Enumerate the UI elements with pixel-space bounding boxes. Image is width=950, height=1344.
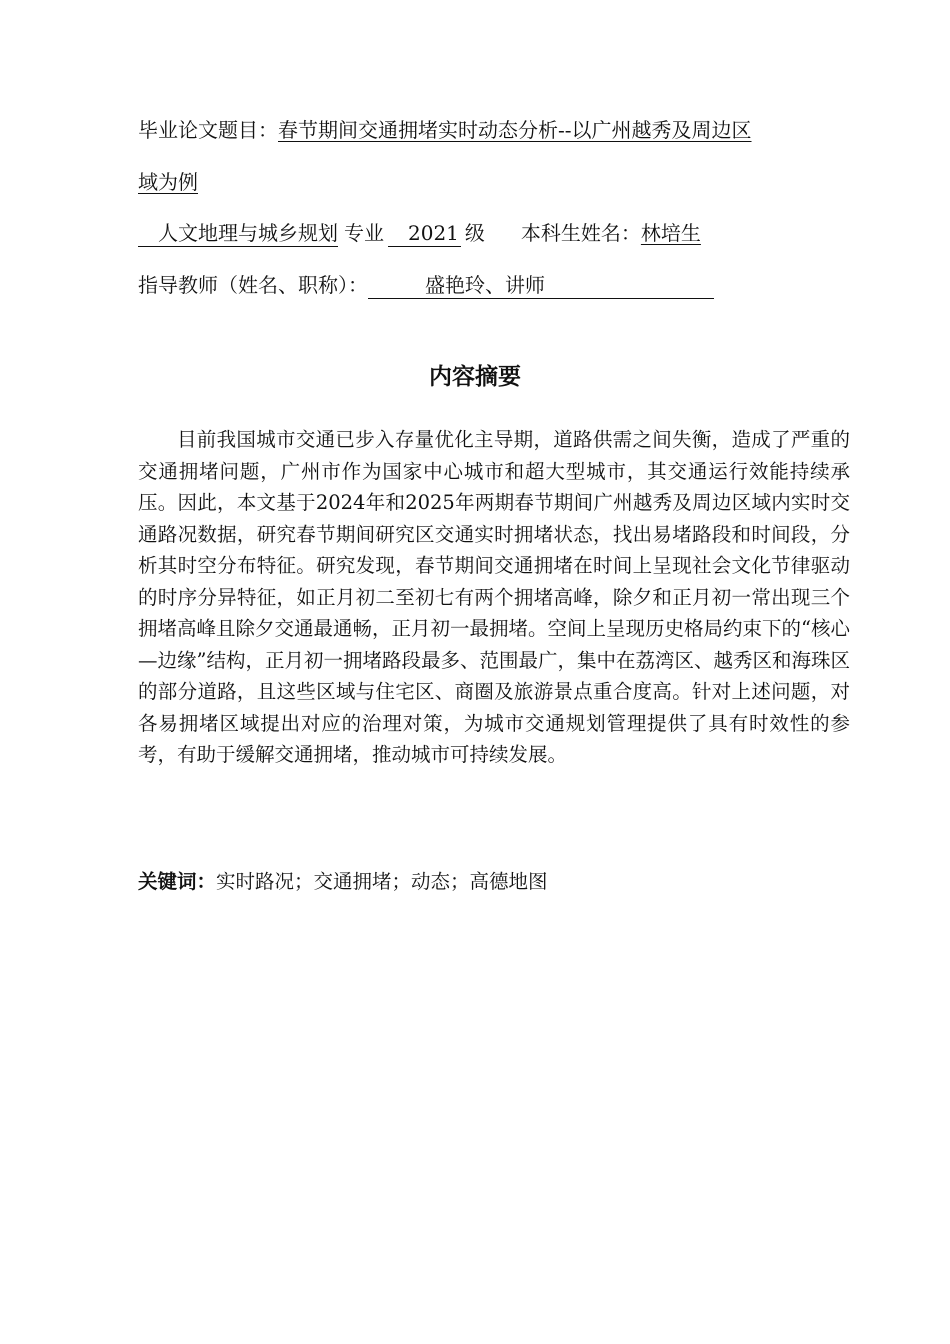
student-name-label: 本科生姓名： — [520, 221, 641, 245]
major-suffix: 专业 — [344, 221, 384, 245]
major-value: 人文地理与城乡规划 — [158, 221, 338, 245]
keywords-line — [138, 868, 548, 896]
advisor-value: 盛艳玲、讲师 — [425, 273, 545, 297]
keywords-label: 关键词： — [138, 870, 217, 893]
thesis-title-label: 毕业论文题目： — [138, 118, 278, 142]
major-field — [138, 220, 338, 247]
keywords-value: 实时路况；交通拥堵；动态；高德地图 — [216, 870, 548, 893]
thesis-title-continuation — [138, 168, 198, 196]
thesis-title-part1: 春节期间交通拥堵实时动态分析--以广州越秀及周边区 — [278, 118, 752, 142]
year-value: 2021 — [408, 221, 459, 245]
advisor-label: 指导教师（姓名、职称）： — [138, 273, 368, 297]
year-suffix: 级 — [464, 221, 485, 245]
abstract-heading: 内容摘要 — [429, 364, 521, 390]
major-year-student-line — [138, 219, 701, 247]
abstract-body: 目前我国城市交通已步入存量优化主导期，道路供需之间失衡，造成了严重的交通拥堵问题，广州市作为国家中心城市和超大型城市，其交通运行效能持续承压。因此，本文基于2024年和2025年两期春节期间广州越秀及周边区域内实时交通路况数据，研究春节期间研究区交通实时拥堵状态，找出易堵路段和时间段，分析其时空分布特征。研究发现，春节期间交通拥堵在时间上呈现社会文化节律驱动的时序分异特征，如正月初二至初七有两个拥堵高峰，除夕和正月初一常出现三个拥堵高峰且除夕交通最通畅，正月初一最拥堵。空间上呈现历史格局约束下的“核心—边缘”结构，正月初一拥堵路段最多、范围最广，集中在荔湾区、越秀区和海珠区的部分道路，且这些区域与住宅区、商圈及旅游景点重合度高。针对上述问题，对各易拥堵区域提出对应的治理对策，为城市交通规划管理提供了具有时效性的参考，有助于缓解交通拥堵，推动城市可持续发展。 — [138, 428, 850, 766]
advisor-line — [138, 271, 714, 299]
advisor-field — [368, 272, 714, 299]
year-field — [388, 220, 461, 247]
thesis-title-part2: 域为例 — [138, 170, 198, 194]
thesis-title-line — [138, 116, 752, 144]
student-name-value: 林培生 — [640, 221, 701, 245]
